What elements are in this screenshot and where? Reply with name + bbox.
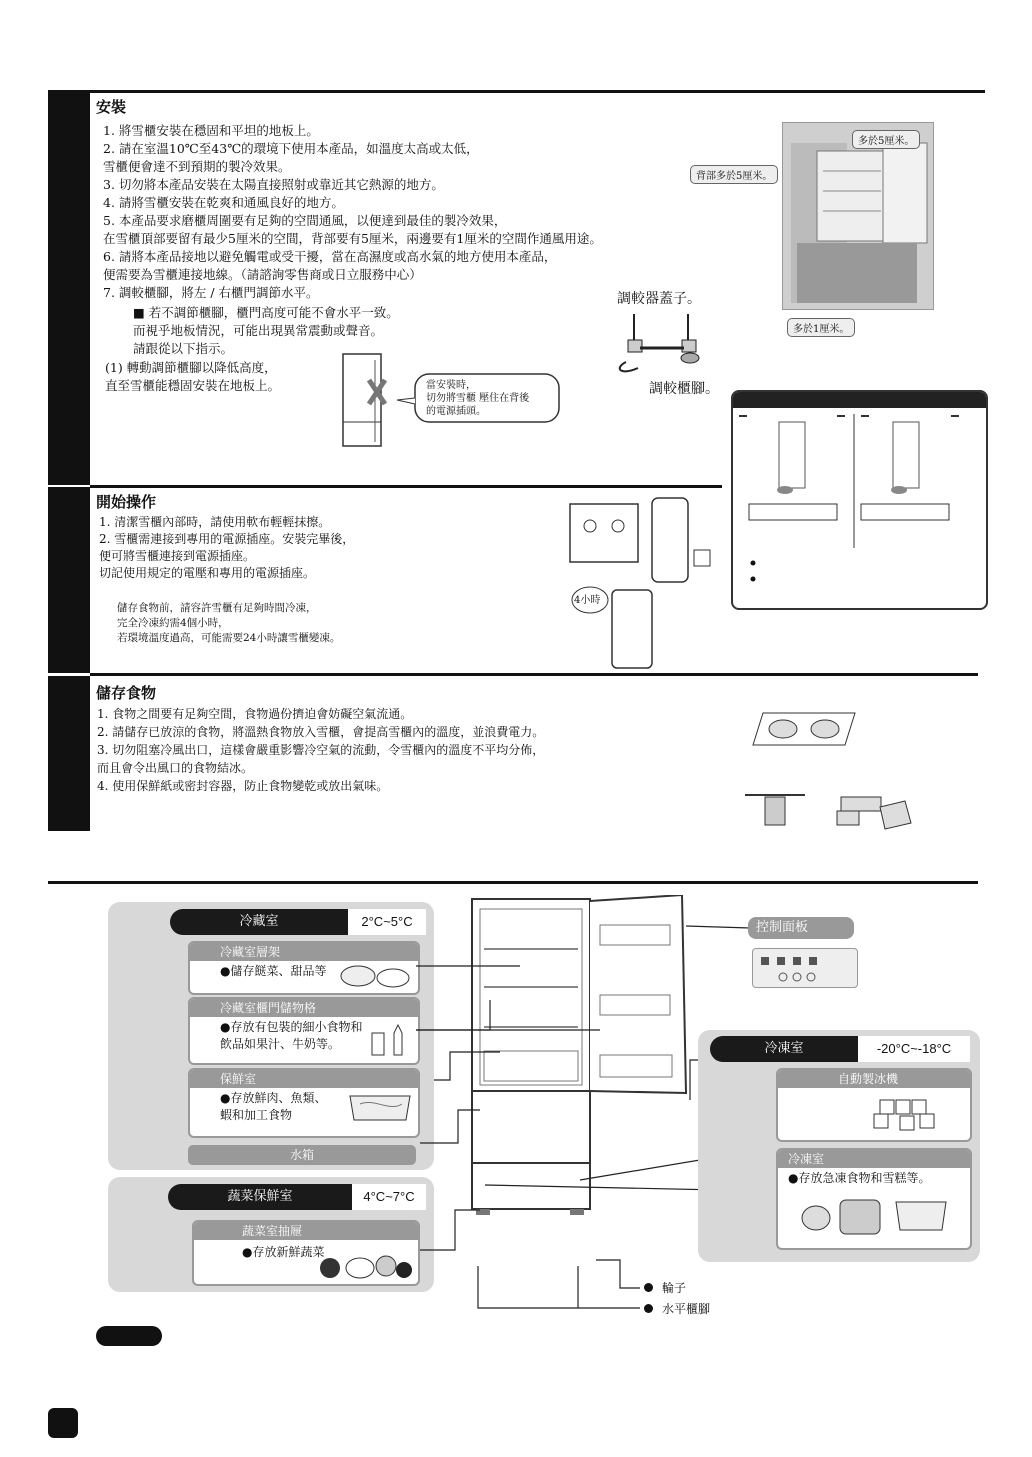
warning-line: 當安裝時， xyxy=(426,380,476,391)
icemaker-box xyxy=(776,1068,972,1142)
foot-bullet xyxy=(644,1304,653,1313)
install-item: 2. 請在室溫10℃至43℃的環境下使用本產品，如溫度太高或太低， xyxy=(103,141,479,156)
fridge-label: 冷藏室 xyxy=(170,909,348,935)
note-pill xyxy=(96,1326,162,1346)
freezer-box xyxy=(776,1148,972,1250)
control-buttons-icon xyxy=(753,949,857,987)
fresh-text-2: 蝦和加工食物 xyxy=(220,1108,293,1122)
install-item: 4. 請將雪櫃安裝在乾爽和通風良好的地方。 xyxy=(103,195,344,210)
install-item: 在雪櫃頂部要留有最少5厘米的空間，背部要有5厘米，兩邊要有1厘米的空間作通風用途。 xyxy=(103,231,602,246)
install-item: 3. 切勿將本產品安裝在太陽直接照射或靠近其它熱源的地方。 xyxy=(103,177,444,192)
install-item: 雪櫃便會達不到預期的製冷效果。 xyxy=(103,159,291,174)
veg-drawer-header: 蔬菜室抽屜 xyxy=(194,1222,418,1240)
freezer-box-text: ●存放急凍食物和雪糕等。 xyxy=(788,1171,931,1185)
install-title: 安裝 xyxy=(96,98,127,116)
storage-item: 3. 切勿阻塞冷風出口，這樣會嚴重影響冷空氣的流動，令雪櫃內的溫度不平均分佈， xyxy=(97,743,545,757)
adjuster-foot-label: 調較櫃腳。 xyxy=(649,381,719,397)
shelf-header: 冷藏室層架 xyxy=(190,943,418,961)
page-number-tab xyxy=(48,1408,78,1438)
storage-title: 儲存食物 xyxy=(96,684,157,702)
bullet-line: 而視乎地板情況，可能出現異常震動或聲音。 xyxy=(133,323,384,338)
water-tank-label: 水箱 xyxy=(188,1145,416,1165)
wheel-label: 輪子 xyxy=(662,1281,687,1295)
fresh-text-1: ●存放鮮肉、魚類、 xyxy=(220,1091,327,1105)
freezer-label: 冷凍室 xyxy=(710,1036,858,1062)
fridge-temp: 2°C~5°C xyxy=(348,909,426,935)
storage-item: 2. 請儲存已放涼的食物，將溫熱食物放入雪櫃，會提高雪櫃內的溫度，並浪費電力。 xyxy=(97,725,545,739)
note-line: 完全冷凍約需4個小時， xyxy=(117,617,229,629)
callout-side: 多於1厘米。 xyxy=(787,318,855,337)
door-header: 冷藏室櫃門儲物格 xyxy=(190,999,418,1017)
start-item: 便可將雪櫃連接到電源插座。 xyxy=(99,549,256,563)
start-item: 2. 雪櫃需連接到專用的電源插座。安裝完畢後， xyxy=(99,532,355,546)
warning-line: 的電源插頭。 xyxy=(426,406,486,417)
storage-item: 4. 使用保鮮紙或密封容器，防止食物變乾或放出氣味。 xyxy=(97,779,389,793)
storage-item: 1. 食物之間要有足夠空間，食物過份擠迫會妨礙空氣流通。 xyxy=(97,707,413,721)
storage-item: 而且會令出風口的食物結冰。 xyxy=(97,761,254,775)
bullet-line: ■ 若不調節櫃腳，櫃門高度可能不會水平一致。 xyxy=(133,305,399,320)
note-line: 若環境溫度過高，可能需要24小時讓雪櫃變凍。 xyxy=(117,632,341,644)
shelf-text: ●儲存餸菜、甜品等 xyxy=(220,964,327,978)
install-item: 6. 請將本產品接地以避免觸電或受干擾，當在高濕度或高水氣的地方使用本產品， xyxy=(103,249,557,264)
step-line: (1) 轉動調節櫃腳以降低高度， xyxy=(105,360,277,375)
callout-back: 背部多於5厘米。 xyxy=(690,165,778,184)
wheel-bullet xyxy=(644,1283,653,1292)
frozen-food-icon xyxy=(796,1194,966,1244)
install-item: 5. 本產品要求磨櫃周圍要有足夠的空間通風，以便達到最佳的製冷效果， xyxy=(103,213,507,228)
warning-line: 切勿將雪櫃 壓住在背後 xyxy=(426,393,530,404)
ice-cubes-icon xyxy=(870,1094,940,1134)
adjuster-cap-label: 調較器蓋子。 xyxy=(617,291,701,307)
hours-badge: 4小時 xyxy=(574,595,601,606)
door-text-2: 飲品如果汁、牛奶等。 xyxy=(220,1037,341,1051)
install-item: 便需要為雪櫃連接地線。（請諮詢零售商或日立服務中心） xyxy=(103,267,422,282)
callout-top: 多於5厘米。 xyxy=(852,130,920,149)
fresh-header: 保鮮室 xyxy=(190,1070,418,1088)
install-item: 7. 調較櫃腳，將左 / 右櫃門調節水平。 xyxy=(103,285,319,300)
bullet-line: 請跟從以下指示。 xyxy=(133,341,234,356)
freezer-box-header: 冷凍室 xyxy=(778,1150,970,1168)
install-item: 1. 將雪櫃安裝在穩固和平坦的地板上。 xyxy=(103,123,319,138)
veg-temp: 4°C~7°C xyxy=(352,1184,426,1210)
veg-drawer-text: ●存放新鮮蔬菜 xyxy=(242,1245,325,1259)
control-panel-label: 控制面板 xyxy=(748,917,854,939)
freezer-temp: -20°C~-18°C xyxy=(858,1036,970,1062)
start-item: 切記使用規定的電壓和專用的電源插座。 xyxy=(99,566,316,580)
start-item: 1. 清潔雪櫃內部時，請使用軟布輕輕抹擦。 xyxy=(99,515,331,529)
note-line: 儲存食物前，請容許雪櫃有足夠時間冷凍， xyxy=(117,602,317,614)
foot-label: 水平櫃腳 xyxy=(662,1302,711,1316)
step-line: 直至雪櫃能穩固安裝在地板上。 xyxy=(105,378,281,393)
start-title: 開始操作 xyxy=(96,493,157,511)
veg-label: 蔬菜保鮮室 xyxy=(168,1184,352,1210)
icemaker-header: 自動製冰機 xyxy=(778,1070,970,1088)
control-panel-graphic[interactable] xyxy=(752,948,858,988)
door-text-1: ●存放有包裝的細小食物和 xyxy=(220,1020,363,1034)
